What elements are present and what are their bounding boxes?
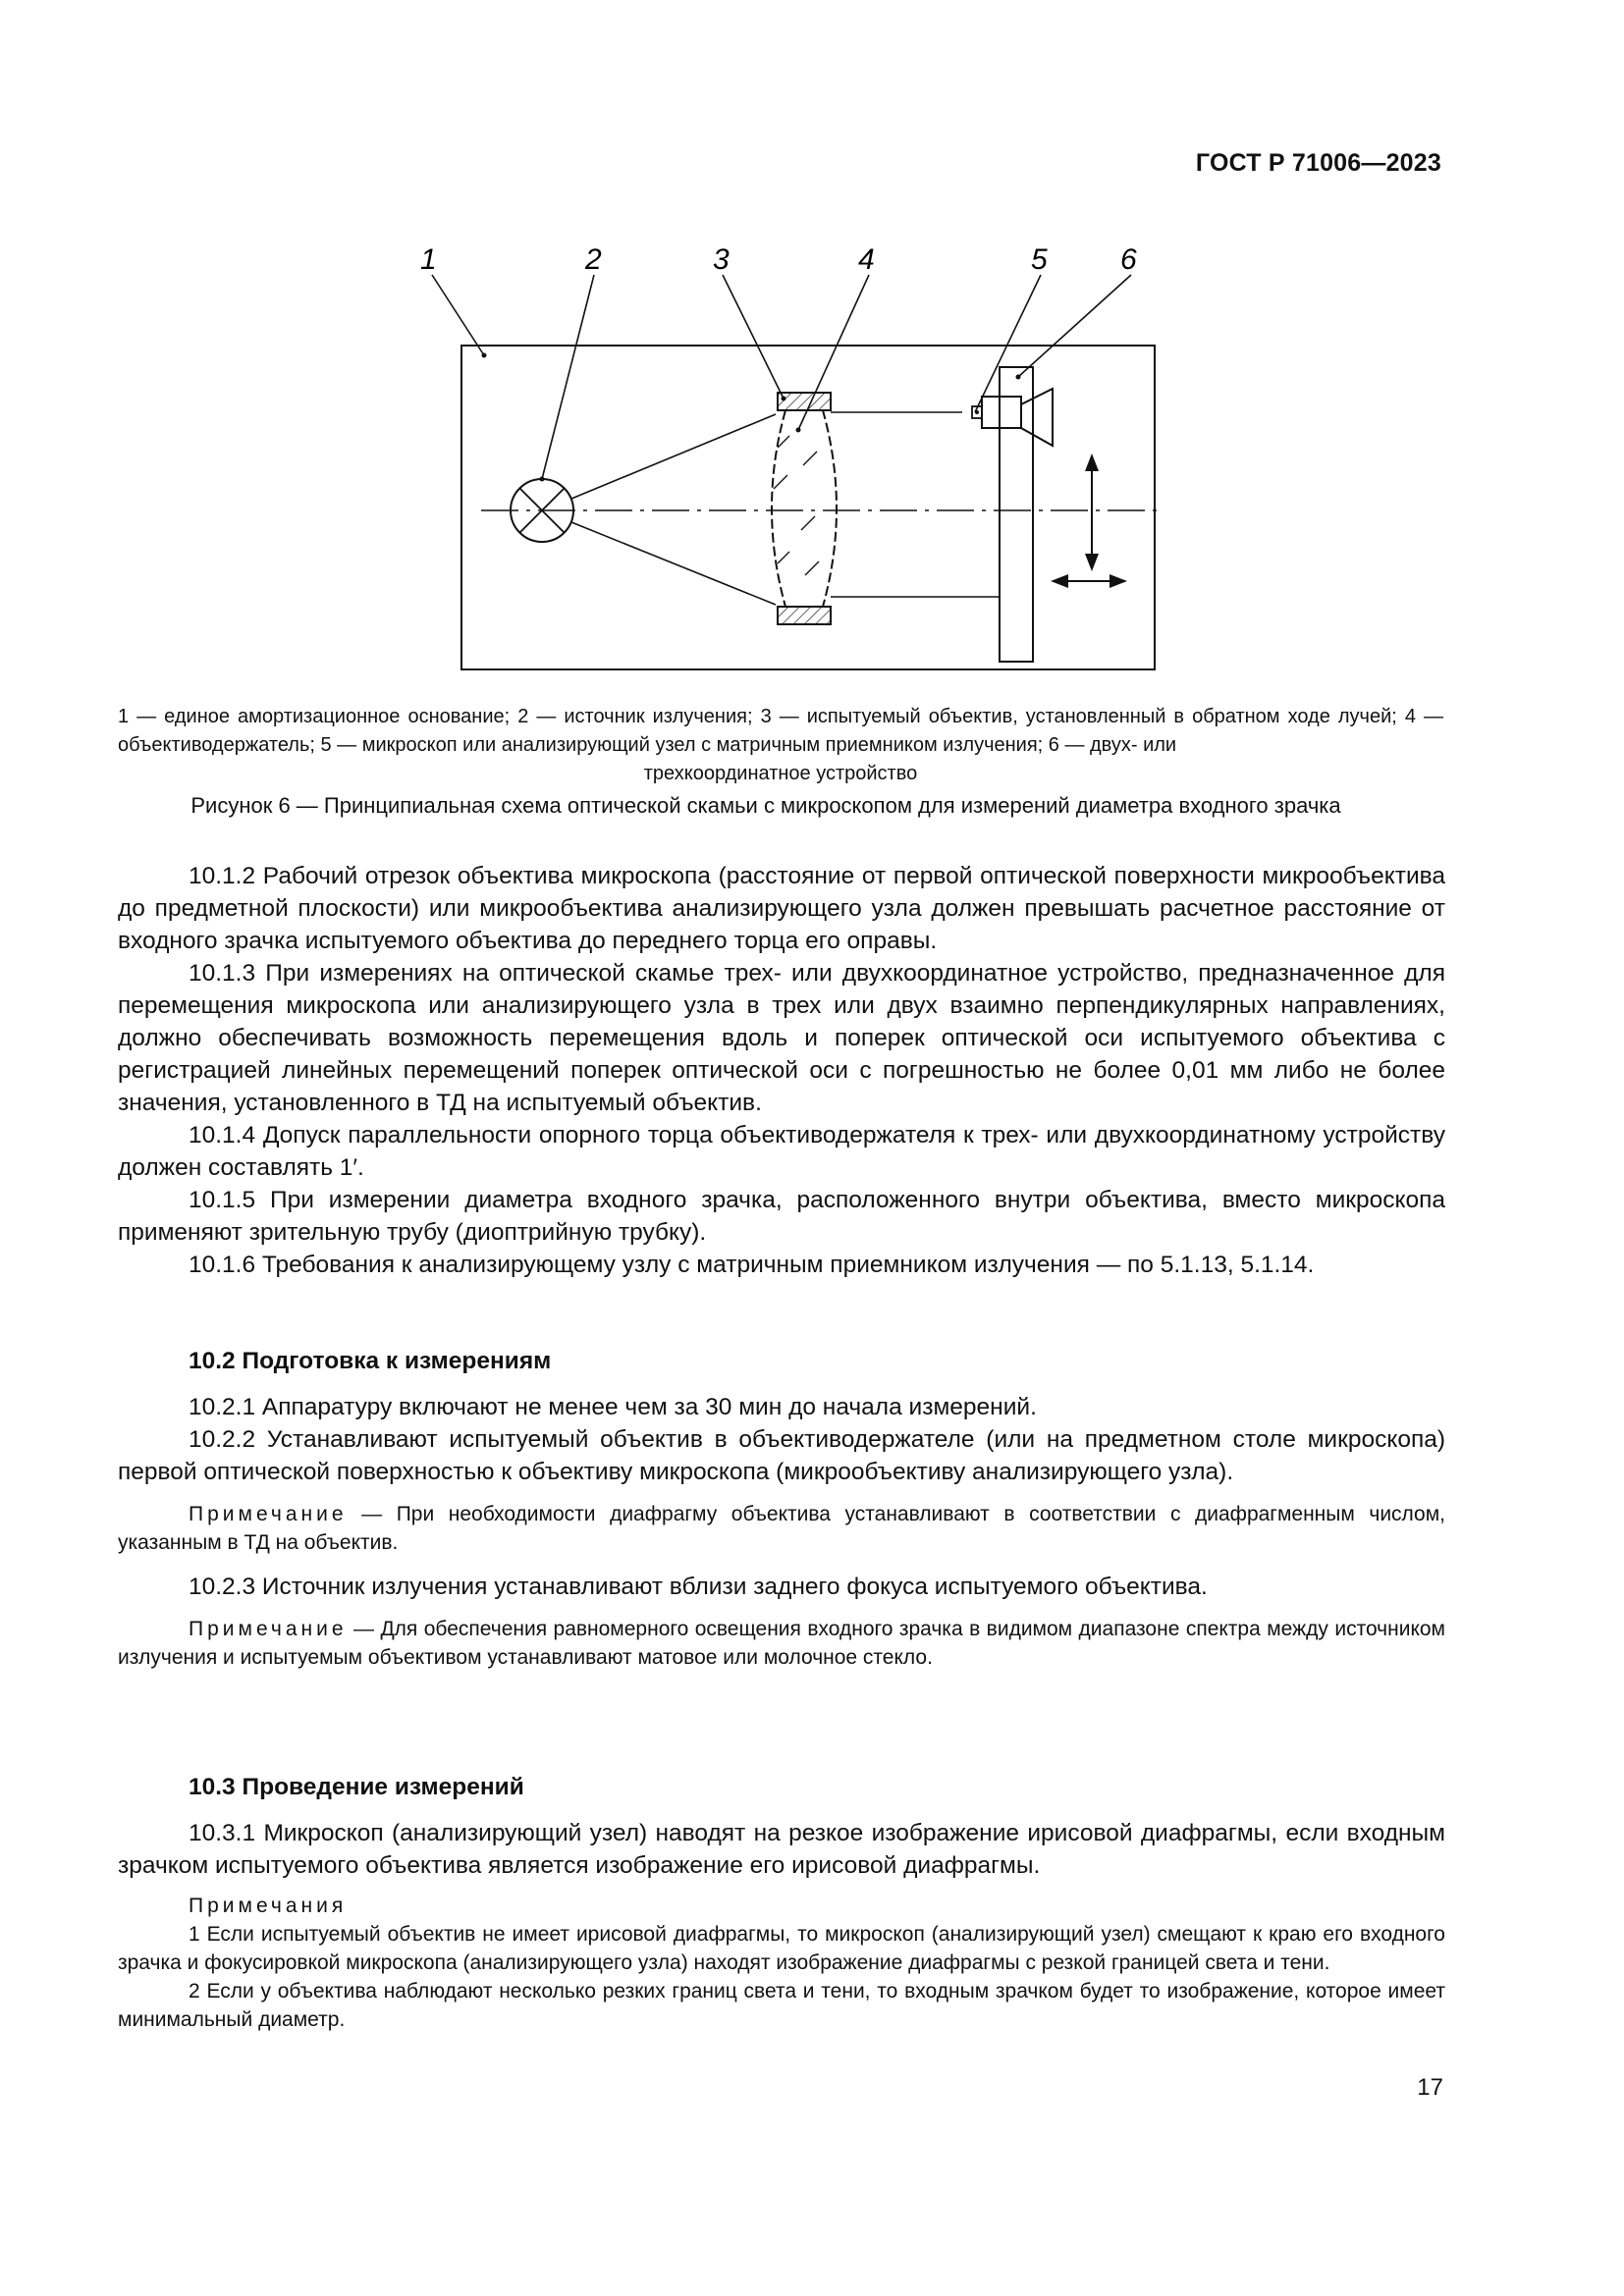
section-10-3 bbox=[118, 1771, 1445, 2034]
paragraph-10-2-3: 10.2.3 Источник излучения устанавливают вблизи заднего фокуса испытуемого объектива. bbox=[189, 1574, 1208, 1600]
document-header: ГОСТ Р 71006—2023 bbox=[1195, 149, 1441, 177]
optical-bench-diagram bbox=[393, 236, 1178, 677]
section-10-2 bbox=[118, 1345, 1445, 1672]
paragraph-10-1-5: 10.1.5 При измерении диаметра входного зрачка, расположенного внутри объектива, вместо микроскопа применяют зрительную трубу (диоптрийную трубку). bbox=[118, 1187, 1445, 1246]
coordinate-device bbox=[1000, 367, 1033, 662]
figure-legend bbox=[118, 703, 1443, 788]
note-10-2-3 bbox=[118, 1615, 1445, 1672]
note-1: 1 Если испытуемый объектив не имеет ирисовой диафрагмы, то микроскоп (анализирующий узел) смещают к краю его входного зрачка и фокусировкой микроскопа (анализирующего узла) находят изображение диафрагмы с резкой границей света и тени. bbox=[118, 1923, 1445, 1974]
figure-caption: Рисунок 6 — Принципиальная схема оптической скамьи с микроскопом для измерений диаметра входного зрачка bbox=[190, 793, 1341, 818]
legend-line-1: 1 — единое амортизационное основание; 2 — источник излучения; 3 — испытуемый объектив, установленный в обратном ходе лучей; 4 — объективодержатель; 5 — микроскоп или анализирующий узел с матричным приемником излучения; 6 — двух- или bbox=[118, 706, 1443, 756]
label-5: 5 bbox=[1031, 243, 1048, 276]
label-1: 1 bbox=[420, 243, 437, 276]
label-6: 6 bbox=[1120, 243, 1137, 276]
paragraph-10-1-4: 10.1.4 Допуск параллельности опорного торца объективодержателя к трех- или двухкоординатному устройству должен составлять 1′. bbox=[118, 1122, 1445, 1181]
heading-10-3: 10.3 Проведение измерений bbox=[189, 1774, 524, 1800]
note-2: 2 Если у объектива наблюдают несколько резких границ света и тени, то входным зрачком будет то изображение, которое имеет минимальный диаметр. bbox=[118, 1980, 1445, 2031]
note-label-2: Примечание bbox=[189, 1618, 348, 1640]
paragraph-10-1-2: 10.1.2 Рабочий отрезок объектива микроскопа (расстояние от первой оптической поверхности микрообъектива до предметной плоскости) или микрообъектива анализирующего узла должен превышать расчетное расстояние от входного зрачка испытуемого объектива до переднего торца его оправы. bbox=[118, 863, 1445, 954]
paragraph-10-2-2: 10.2.2 Устанавливают испытуемый объектив в объективодержателе (или на предметном столе микроскопа) первой оптической поверхностью к объективу микроскопа (микрообъективу анализирующего узла). bbox=[118, 1426, 1445, 1485]
note-text: — При необходимости диафрагму объектива устанавливают в соответствии с диафрагменным числом, указанным в ТД на объектив. bbox=[118, 1503, 1445, 1554]
label-3: 3 bbox=[713, 243, 730, 276]
paragraph-10-3-1: 10.3.1 Микроскоп (анализирующий узел) наводят на резкое изображение ирисовой диафрагмы, если входным зрачком испытуемого объектива является изображение его ирисовой диафрагмы. bbox=[118, 1820, 1445, 1879]
heading-10-2: 10.2 Подготовка к измерениям bbox=[189, 1348, 552, 1374]
vertical-movement-arrow bbox=[1085, 454, 1099, 571]
paragraph-10-2-1: 10.2.1 Аппаратуру включают не менее чем за 30 мин до начала измерений. bbox=[189, 1394, 1037, 1420]
lens-holder-bottom bbox=[778, 607, 831, 624]
note-text-2: — Для обеспечения равномерного освещения входного зрачка в видимом диапазоне спектра между источником излучения и испытуемым объективом устанавливают матовое или молочное стекло. bbox=[118, 1618, 1445, 1669]
horizontal-movement-arrow bbox=[1051, 574, 1127, 588]
paragraph-10-1-3: 10.1.3 При измерениях на оптической скамье трех- или двухкоординатное устройство, предназначенное для перемещения микроскопа или анализирующего узла в трех или двух взаимно перпендикулярных направлениях, должно обеспечивать возможность перемещения вдоль и поперек оптической оси испытуемого объектива с регистрацией линейных перемещений поперек оптической оси с погрешностью не более 0,01 мм либо не более значения, установленного в ТД на испытуемый объектив. bbox=[118, 960, 1445, 1116]
note-label: Примечание bbox=[189, 1503, 348, 1525]
section-10-1 bbox=[118, 860, 1445, 1281]
page-number: 17 bbox=[1417, 2074, 1443, 2101]
notes-heading: Примечания bbox=[189, 1895, 348, 1917]
label-4: 4 bbox=[858, 243, 875, 276]
paragraph-10-1-6: 10.1.6 Требования к анализирующему узлу с матричным приемником излучения — по 5.1.13, 5.1.14. bbox=[189, 1252, 1315, 1278]
label-2: 2 bbox=[585, 243, 602, 276]
lens-holder-top bbox=[778, 393, 831, 410]
microscope bbox=[972, 389, 1053, 446]
legend-line-2: трехкоординатное устройство bbox=[643, 763, 918, 784]
note-10-2-2 bbox=[118, 1500, 1445, 1557]
test-objective-lens bbox=[772, 410, 837, 607]
